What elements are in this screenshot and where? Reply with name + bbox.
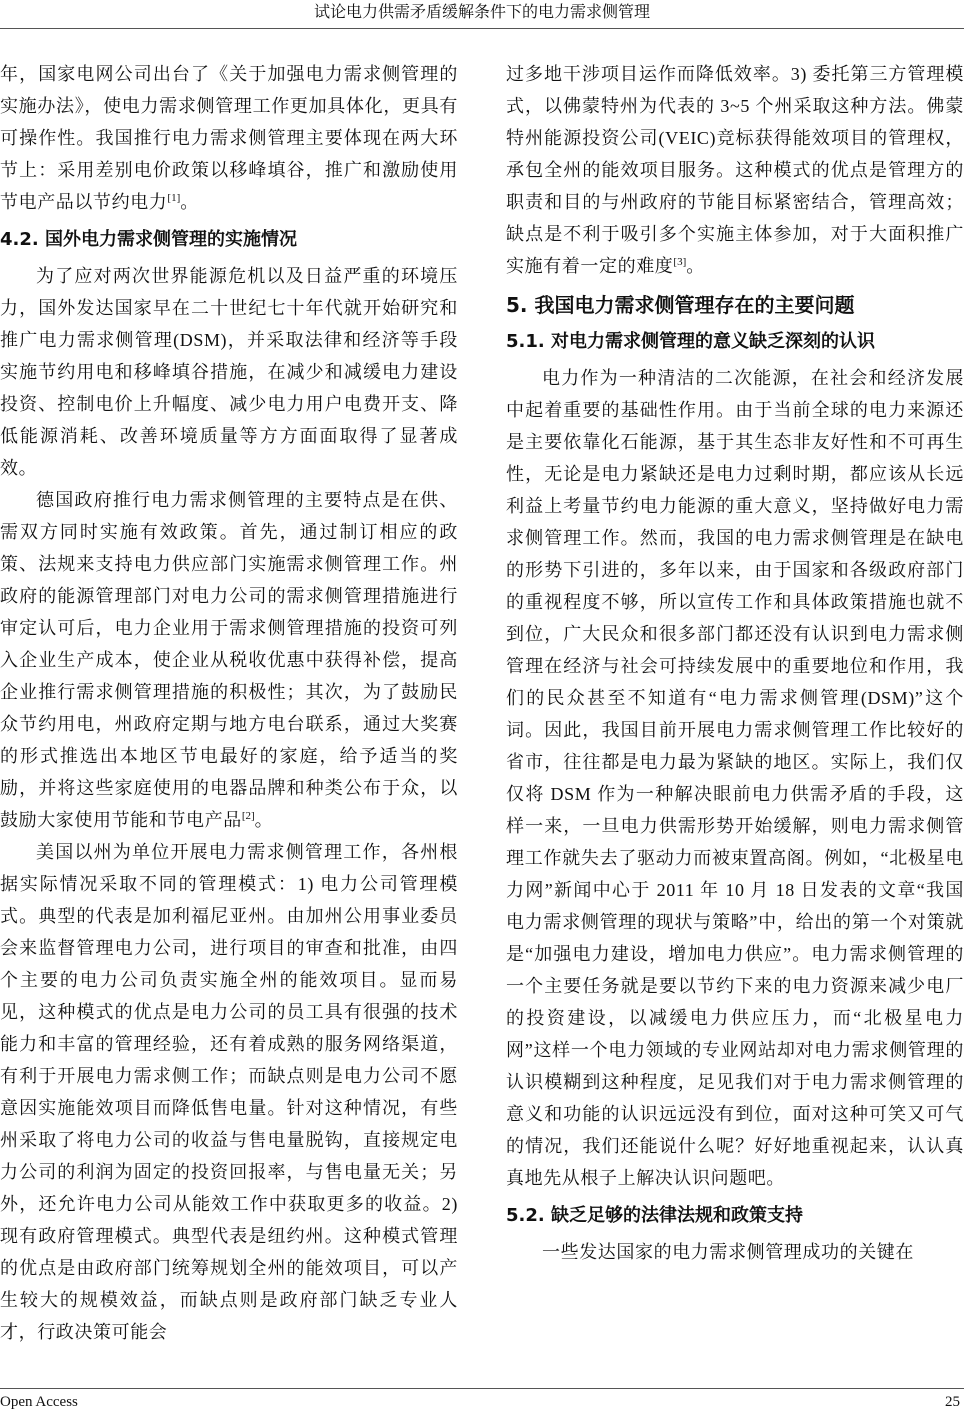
- left-column: [0, 58, 458, 1348]
- section-heading-4-2: 4.2. 国外电力需求侧管理的实施情况: [0, 229, 297, 250]
- paragraph: [0, 58, 458, 218]
- paragraph: [506, 58, 964, 282]
- header-divider: [0, 28, 964, 29]
- paragraph-text: 年，国家电网公司出台了《关于加强电力需求侧管理的实施办法》，使电力需求侧管理工作更加具体化，更具有可操作性。我国推行电力需求侧管理主要体现在两大环节上：采用差别电价政策以移峰填谷，推广和激励使用节电产品以节约电力: [0, 64, 458, 212]
- paragraph-text: 德国政府推行电力需求侧管理的主要特点是在供、需双方同时实施有效政策。首先，通过制订相应的政策、法规来支持电力供应部门实施需求侧管理工作。州政府的能源管理部门对电力公司的需求侧管理措施进行审定认可后，电力企业用于需求侧管理措施的投资可列入企业生产成本，使企业从税收优惠中获得补偿，提高企业推行需求侧管理措施的积极性；其次，为了鼓励民众节约用电，州政府定期与地方电台联系，通过大奖赛的形式推选出本地区节电最好的家庭，给予适当的奖励，并将这些家庭使用的电器品牌和种类公布于众，以鼓励大家使用节能和节电产品: [0, 490, 458, 830]
- citation: [1]: [167, 192, 181, 204]
- paragraph-end: 。: [686, 256, 705, 276]
- paragraph: [0, 484, 458, 836]
- paragraph-text: 过多地干涉项目运作而降低效率。3) 委托第三方管理模式，以佛蒙特州为代表的 3~5 个州采取这种方法。佛蒙特州能源投资公司(VEIC)竞标获得能效项目的管理权，承包全州的能效项目服务。这种模式的优点是管理方的职责和目的与州政府的节能目标紧密结合，管理高效；缺点是不利于吸引多个实施主体参加，对于大面积推广实施有着一定的难度: [506, 64, 964, 276]
- citation: [3]: [673, 256, 687, 268]
- paragraph: 美国以州为单位开展电力需求侧管理工作，各州根据实际情况采取不同的管理模式：1) 电力公司管理模式。典型的代表是加利福尼亚州。由加州公用事业委员会来监督管理电力公司，进行项目的审查和批准，由四个主要的电力公司负责实施全州的能效项目。显而易见，这种模式的优点是电力公司的员工具有很强的技术能力和丰富的管理经验，还有着成熟的服务网络渠道，有利于开展电力需求侧工作；而缺点则是电力公司不愿意因实施能效项目而降低售电量。针对这种情况，有些州采取了将电力公司的收益与售电量脱钩，直接规定电力公司的利润为固定的投资回报率，与售电量无关；另外，还允许电力公司从能效工作中获取更多的收益。2) 现有政府管理模式。典型代表是纽约州。这种模式管理的优点是由政府部门统筹规划全州的能效项目，可以产生较大的规模效益，而缺点则是政府部门缺乏专业人才，行政决策可能会: [0, 842, 458, 1342]
- paragraph: 电力作为一种清洁的二次能源，在社会和经济发展中起着重要的基础性作用。由于当前全球的电力来源还是主要依靠化石能源，基于其生态非友好性和不可再生性，无论是电力紧缺还是电力过剩时期，都应该从长远利益上考量节约电力能源的重大意义，坚持做好电力需求侧管理工作。然而，我国的电力需求侧管理是在缺电的形势下引进的，多年以来，由于国家和各级政府部门的重视程度不够，所以宣传工作和具体政策措施也就不到位，广大民众和很多部门都还没有认识到电力需求侧管理在经济与社会可持续发展中的重要地位和作用，我们的民众甚至不知道有“电力需求侧管理(DSM)”这个词。因此，我国目前开展电力需求侧管理工作比较好的省市，往往都是电力最为紧缺的地区。实际上，我们仅仅将 DSM 作为一种解决眼前电力供需矛盾的手段，这样一来，一旦电力供需形势开始缓解，则电力需求侧管理工作就失去了驱动力而被束置高阁。例如，“北极星电力网”新闻中心于 2011 年 10 月 18 日发表的文章“我国电力需求侧管理的现状与策略”中，给出的第一个对策就是“加强电力建设，增加电力供应”。电力需求侧管理的一个主要任务就是要以节约下来的电力资源来减少电厂的投资建设，以减缓电力供应压力，而“北极星电力网”这样一个电力领域的专业网站却对电力需求侧管理的认识模糊到这种程度，足见我们对于电力需求侧管理的意义和功能的认识远远没有到位，面对这种可笑又可气的情况，我们还能说什么呢？好好地重视起来，认认真真地先从根子上解决认识问题吧。: [506, 368, 964, 1188]
- paragraph-end: 。: [254, 810, 274, 830]
- paragraph: 为了应对两次世界能源危机以及日益严重的环境压力，国外发达国家早在二十世纪七十年代就开始研究和推广电力需求侧管理(DSM)，并采取法律和经济等手段实施节约用电和移峰填谷措施，在减少和减缓电力建设投资、控制电价上升幅度、减少电力用户电费开支、降低能源消耗、改善环境质量等方方面面取得了显著成效。: [0, 266, 458, 478]
- paragraph-end: 。: [180, 192, 199, 212]
- section-heading-5-1: 5.1. 对电力需求侧管理的意义缺乏深刻的认识: [506, 331, 875, 352]
- page-number: 25: [945, 1394, 960, 1410]
- section-heading-5: 5. 我国电力需求侧管理存在的主要问题: [506, 293, 855, 317]
- footer-divider: [0, 1388, 964, 1389]
- running-header: 试论电力供需矛盾缓解条件下的电力需求侧管理: [313, 4, 650, 21]
- paragraph: 一些发达国家的电力需求侧管理成功的关键在: [542, 1242, 914, 1262]
- section-heading-5-2: 5.2. 缺乏足够的法律法规和政策支持: [506, 1205, 803, 1226]
- citation: [2]: [241, 810, 255, 822]
- footer-journal: Open Access: [0, 1394, 78, 1410]
- right-column: [506, 58, 964, 1268]
